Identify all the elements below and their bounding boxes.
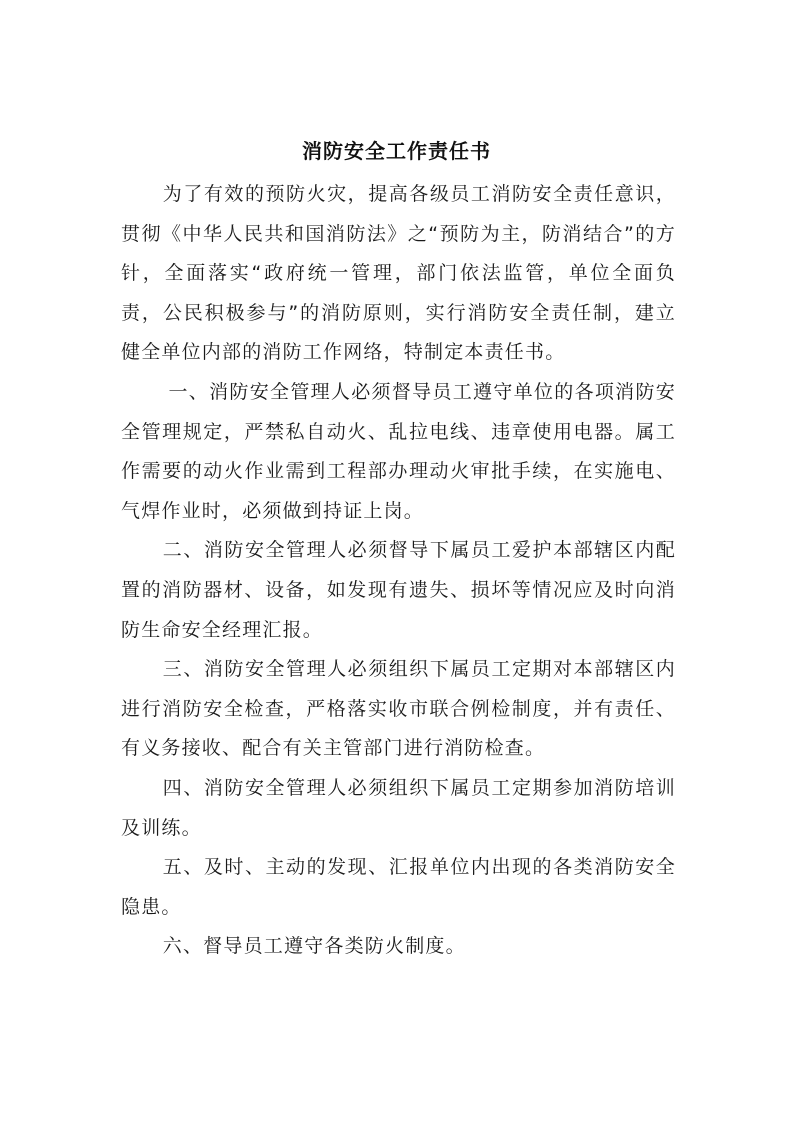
clause-3-paragraph: 三、消防安全管理人必须组织下属员工定期对本部辖区内进行消防安全检查，严格落实收市联合例检制度，并有责任、有义务接收、配合有关主管部门进行消防检查。 [121, 658, 676, 760]
clause-5-paragraph: 五、及时、主动的发现、汇报单位内出现的各类消防安全隐患。 [121, 856, 676, 918]
clause-6-paragraph: 六、督导员工遵守各类防火制度。 [162, 935, 466, 958]
document-body [121, 175, 676, 967]
document-title: 消防安全工作责任书 [302, 139, 491, 163]
clause-4-paragraph: 四、消防安全管理人必须组织下属员工定期参加消防培训及训练。 [121, 776, 676, 839]
clause-1-paragraph: 一、消防安全管理人必须督导员工遵守单位的各项消防安全管理规定，严禁私自动火、乱拉电线、违章使用电器。属工作需要的动火作业需到工程部办理动火审批手续，在实施电、气焊作业时，必须做到持证上岗。 [121, 380, 676, 522]
clause-2-paragraph: 二、消防安全管理人必须督导下属员工爱护本部辖区内配置的消防器材、设备，如发现有遗失、损坏等情况应及时向消防生命安全经理汇报。 [121, 539, 676, 641]
intro-paragraph: 为了有效的预防火灾，提高各级员工消防安全责任意识，贯彻《中华人民共和国消防法》之“预防为主，防消结合”的方针，全面落实“政府统一管理，部门依法监管，单位全面负责，公民积极参与”的消防原则，实行消防安全责任制，建立健全单位内部的消防工作网络，特制定本责任书。 [121, 183, 676, 364]
